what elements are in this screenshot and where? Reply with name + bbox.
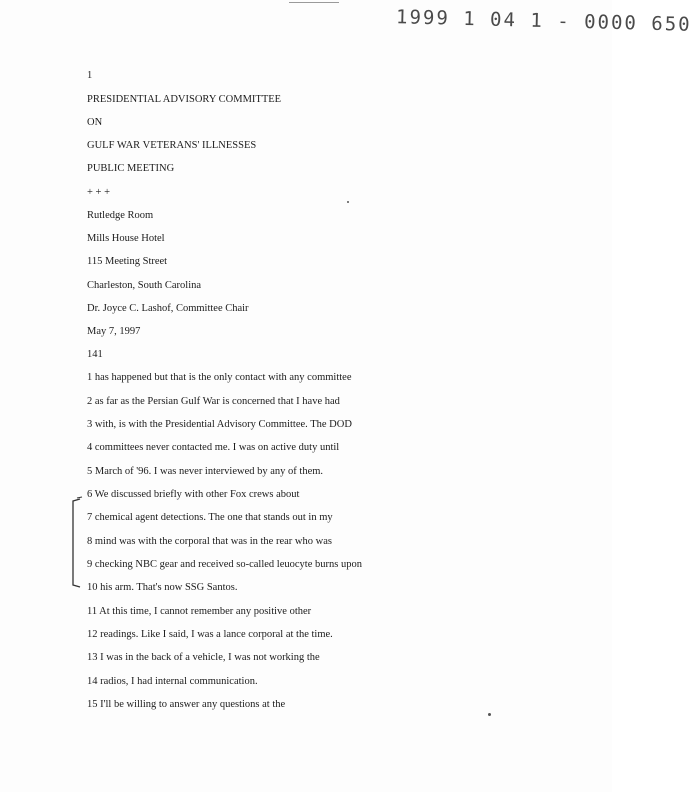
location-street: 115 Meeting Street: [87, 256, 168, 267]
location-room: Rutledge Room: [87, 210, 154, 221]
margin-bracket-mark: [68, 497, 86, 589]
transcript-line: 6 We discussed briefly with other Fox crews about: [87, 489, 300, 500]
speck-mark: [347, 201, 349, 203]
page-number: 1: [87, 70, 93, 81]
separator-marks: + + +: [87, 187, 111, 198]
transcript-line: 4 committees never contacted me. I was on active duty until: [87, 442, 340, 453]
document-id-stamp: 1999 1 04 1 - 0000 650: [395, 6, 692, 36]
transcript-line: 3 with, is with the Presidential Advisory Committee. The DOD: [87, 419, 352, 430]
transcript-line: 15 I'll be willing to answer any questions at the: [87, 699, 286, 710]
transcript-line: 9 checking NBC gear and received so-called leuocyte burns upon: [87, 559, 362, 570]
transcript-page-number: 141: [87, 349, 103, 360]
transcript-line: 13 I was in the back of a vehicle, I was not working the: [87, 652, 320, 663]
transcript-line: 7 chemical agent detections. The one that stands out in my: [87, 512, 333, 523]
meeting-type: PUBLIC MEETING: [87, 163, 175, 174]
transcript-line: 1 has happened but that is the only contact with any committee: [87, 372, 352, 383]
title-line: ON: [87, 117, 103, 128]
committee-chair: Dr. Joyce C. Lashof, Committee Chair: [87, 303, 249, 314]
transcript-line: 2 as far as the Persian Gulf War is concerned that I have had: [87, 396, 340, 407]
meeting-date: May 7, 1997: [87, 326, 141, 337]
transcript-line: 5 March of '96. I was never interviewed by any of them.: [87, 466, 324, 477]
speck-mark: [488, 713, 491, 716]
top-rule: [289, 2, 339, 3]
location-city: Charleston, South Carolina: [87, 280, 202, 291]
transcript-line: 11 At this time, I cannot remember any positive other: [87, 606, 312, 617]
location-hotel: Mills House Hotel: [87, 233, 165, 244]
title-line: GULF WAR VETERANS' ILLNESSES: [87, 140, 257, 151]
transcript-line: 14 radios, I had internal communication.: [87, 676, 258, 687]
transcript-line: 10 his arm. That's now SSG Santos.: [87, 582, 238, 593]
transcript-line: 8 mind was with the corporal that was in the rear who was: [87, 536, 332, 547]
transcript-line: 12 readings. Like I said, I was a lance corporal at the time.: [87, 629, 333, 640]
title-line: PRESIDENTIAL ADVISORY COMMITTEE: [87, 94, 282, 105]
